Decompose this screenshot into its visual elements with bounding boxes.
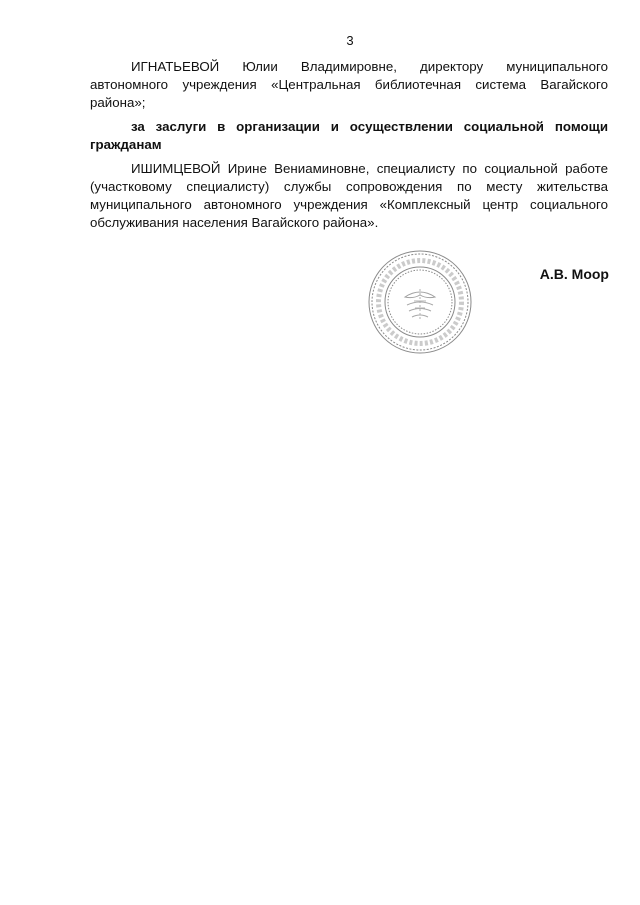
paragraph-ishimtseva: ИШИМЦЕВОЙ Ирине Вениаминовне, специалисту по социальной работе (участковому специалисту) службы сопровождения по месту жительства муниципального автономного учреждения «Комплексный центр социального обслуживания населения Вагайского района». — [90, 161, 608, 230]
document-body — [90, 58, 608, 232]
signature-name: А.В. Моор — [539, 266, 609, 282]
official-seal-icon — [367, 249, 473, 355]
paragraph-award-heading: за заслуги в организации и осуществлении социальной помощи гражданам — [90, 119, 608, 152]
page-number: 3 — [346, 33, 354, 48]
paragraph-ignatieva: ИГНАТЬЕВОЙ Юлии Владимировне, директору муниципального автономного учреждения «Центральная библиотечная система Вагайского района»; — [90, 59, 608, 110]
